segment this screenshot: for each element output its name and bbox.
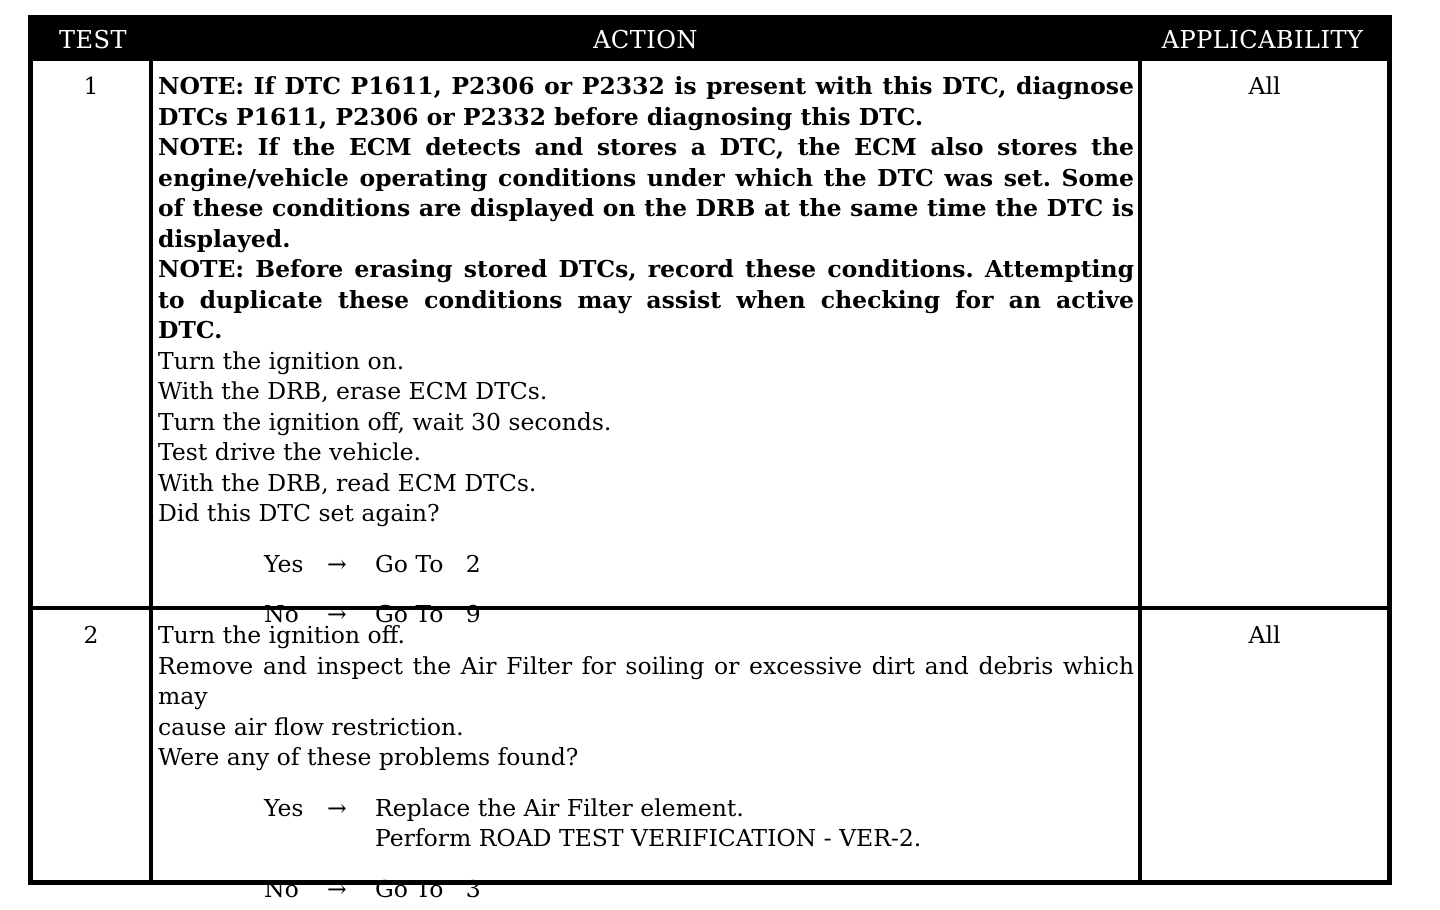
row1-step: With the DRB, read ECM DTCs.: [158, 468, 537, 497]
row2-test-number: 2: [83, 621, 99, 649]
header-test: TEST: [59, 26, 127, 54]
answer-label: Yes: [264, 793, 304, 822]
diagnostic-table: [28, 15, 1392, 903]
row1-note-3: NOTE: Before erasing stored DTCs, record these conditions. Attempting to duplicate these conditions may assist when checking for an active DTC.: [158, 255, 1134, 344]
row1-step: Turn the ignition off, wait 30 seconds.: [158, 407, 612, 436]
table-header: [33, 20, 1387, 61]
answer-text: Replace the Air Filter element. Perform ROAD TEST VERIFICATION - VER-2.: [375, 793, 922, 852]
row1-step: Test drive the vehicle.: [158, 438, 422, 466]
row2-answer-no: [158, 874, 1134, 904]
row1-step: With the DRB, erase ECM DTCs.: [158, 377, 548, 405]
row1-note-2: NOTE: If the ECM detects and stores a DTC, the ECM also stores the engine/vehicle operating conditions under which the DTC was set. Some of these conditions are displayed on the DRB at the same time the DTC is displayed.: [158, 133, 1134, 253]
answer-label: No: [264, 599, 299, 628]
arrow-right-icon: →: [327, 599, 347, 628]
arrow-right-icon: →: [327, 549, 347, 578]
arrow-right-icon: →: [327, 793, 347, 822]
answer-label: Yes: [264, 549, 304, 578]
header-applicability: APPLICABILITY: [1161, 26, 1364, 54]
answer-text: Go To 3: [375, 874, 481, 903]
row1-step: Turn the ignition on.: [158, 346, 405, 375]
row2-step: cause air flow restriction.: [158, 712, 464, 741]
answer-label: No: [264, 874, 299, 903]
row1-applicability: All: [1248, 72, 1281, 100]
row2-answer-yes: [158, 793, 1134, 854]
row1-note-1: NOTE: If DTC P1611, P2306 or P2332 is present with this DTC, diagnose DTCs P1611, P2306 or P2332 before diagnosing this DTC.: [158, 72, 1134, 131]
row2-applicability: All: [1248, 621, 1281, 649]
row2-action: [158, 620, 1134, 904]
column-divider: [1138, 61, 1142, 880]
row1-question: Did this DTC set again?: [158, 499, 440, 527]
row2-step: Turn the ignition off.: [158, 621, 406, 649]
answer-text: Go To 9: [375, 599, 481, 628]
row1-answer-yes: [158, 549, 1134, 579]
answer-text: Go To 2: [375, 549, 481, 578]
row1-test-number: 1: [83, 72, 99, 100]
row1-action: [158, 71, 1134, 629]
row2-step: Remove and inspect the Air Filter for soiling or excessive dirt and debris which may: [158, 651, 1134, 710]
header-action: ACTION: [593, 26, 698, 54]
column-divider: [149, 61, 153, 880]
arrow-right-icon: →: [327, 874, 347, 903]
row2-question: Were any of these problems found?: [158, 743, 579, 771]
